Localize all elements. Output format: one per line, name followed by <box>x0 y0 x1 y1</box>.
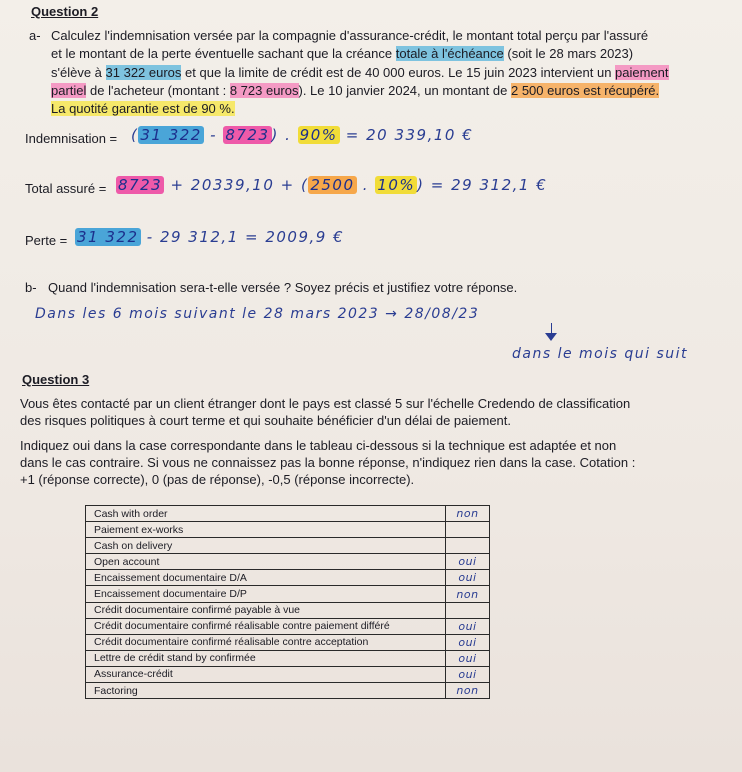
answer-cell[interactable] <box>446 538 490 554</box>
answer-cell[interactable]: non <box>446 586 490 602</box>
table-row <box>86 602 490 618</box>
part-b-answer-date: → 28/08/23 <box>385 306 480 322</box>
highlight-totale: totale à l'échéance <box>395 46 504 61</box>
table-row <box>86 570 490 586</box>
technique-cell: Open account <box>86 554 446 570</box>
highlight-8723: 8 723 euros <box>229 83 299 98</box>
total-assure-calc <box>116 176 547 194</box>
table-row <box>86 538 490 554</box>
perte-calc <box>75 228 344 246</box>
q3-para2-line-1: Indiquez oui dans la case correspondante dans le tableau ci-dessous si la technique est adaptée et non <box>20 438 617 453</box>
indemnisation-calc <box>131 126 473 144</box>
part-a-line-1: Calculez l'indemnisation versée par la compagnie d'assurance-crédit, le montant total perçu par l'assuré <box>51 28 649 43</box>
indem-31322: 31 322 <box>140 126 202 144</box>
total-plus: + 20339,10 + ( <box>164 176 309 194</box>
total-10pct: 10% <box>377 176 416 194</box>
table-row <box>86 522 490 538</box>
answer-cell[interactable] <box>446 522 490 538</box>
table-row <box>86 618 490 634</box>
question-3-heading: Question 3 <box>22 372 90 387</box>
table-row <box>86 506 490 522</box>
part-a-line-2-text: et le montant de la perte éventuelle sachant que la créance <box>51 46 396 61</box>
part-a-line-2 <box>51 45 633 63</box>
perte-result: - 29 312,1 = 2009,9 € <box>140 228 345 246</box>
answer-cell[interactable]: non <box>446 506 490 522</box>
techniques-table <box>85 505 490 699</box>
part-a-line-3 <box>51 64 669 82</box>
answer-cell[interactable]: oui <box>446 554 490 570</box>
highlight-31322: 31 322 euros <box>105 65 182 80</box>
part-b-answer-text: Dans les 6 mois suivant le 28 mars 2023 <box>35 306 380 322</box>
technique-cell: Encaissement documentaire D/A <box>86 570 446 586</box>
total-result: ) = 29 312,1 € <box>417 176 548 194</box>
table-row <box>86 634 490 650</box>
total-times: . <box>356 176 376 194</box>
part-a-line-5 <box>51 100 235 118</box>
question-2-heading: Question 2 <box>31 4 99 19</box>
indem-minus: - <box>203 126 224 144</box>
table-row <box>86 666 490 682</box>
technique-cell: Assurance-crédit <box>86 666 446 682</box>
highlight-partiel: partiel <box>51 83 87 98</box>
total-2500: 2500 <box>310 176 355 194</box>
indem-90pct: 90% <box>299 126 338 144</box>
technique-cell: Encaissement documentaire D/P <box>86 586 446 602</box>
technique-cell: Cash on delivery <box>86 538 446 554</box>
indemnisation-label: Indemnisation = <box>25 131 118 146</box>
part-b-answer-line-1 <box>35 306 479 322</box>
q3-para2-line-2: dans le cas contraire. Si vous ne connaissez pas la bonne réponse, n'indiquez rien dans la case. Cotation : <box>20 455 636 470</box>
answer-cell[interactable]: non <box>446 683 490 699</box>
techniques-table-body <box>86 506 490 699</box>
indem-times: ) . <box>271 126 298 144</box>
part-b-marker: b- <box>25 280 37 295</box>
technique-cell: Crédit documentaire confirmé réalisable contre paiement différé <box>86 618 446 634</box>
part-b-answer-line-2: dans le mois qui suit <box>512 346 689 362</box>
highlight-quotite: La quotité garantie est de 90 %. <box>51 101 235 116</box>
part-a-line-3-text: s'élève à <box>51 65 106 80</box>
perte-31322: 31 322 <box>77 228 139 246</box>
indem-open-paren: ( <box>131 126 139 144</box>
table-row <box>86 683 490 699</box>
arrow-head-icon <box>545 333 557 341</box>
answer-cell[interactable]: oui <box>446 618 490 634</box>
q3-para1-line-2: des risques politiques à court terme et qui souhaite bénéficier d'un délai de paiement. <box>20 413 512 428</box>
technique-cell: Crédit documentaire confirmé payable à vue <box>86 602 446 618</box>
answer-cell[interactable]: oui <box>446 666 490 682</box>
table-row <box>86 650 490 666</box>
total-assure-label: Total assuré = <box>25 181 107 196</box>
technique-cell: Lettre de crédit stand by confirmée <box>86 650 446 666</box>
technique-cell: Cash with order <box>86 506 446 522</box>
part-a-marker: a- <box>29 28 41 43</box>
answer-cell[interactable] <box>446 602 490 618</box>
answer-cell[interactable]: oui <box>446 634 490 650</box>
part-a-line-3-mid: et que la limite de crédit est de 40 000 euros. Le 15 juin 2023 intervient un <box>181 65 616 80</box>
technique-cell: Crédit documentaire confirmé réalisable contre acceptation <box>86 634 446 650</box>
answer-cell[interactable]: oui <box>446 650 490 666</box>
answer-cell[interactable]: oui <box>446 570 490 586</box>
part-a-line-4-mid: ). Le 10 janvier 2024, un montant de <box>298 83 511 98</box>
q3-para2-line-3: +1 (réponse correcte), 0 (pas de réponse), -0,5 (réponse incorrecte). <box>20 472 415 487</box>
technique-cell: Factoring <box>86 683 446 699</box>
perte-label: Perte = <box>25 233 68 248</box>
indem-result: = 20 339,10 € <box>339 126 474 144</box>
technique-cell: Paiement ex-works <box>86 522 446 538</box>
part-a-line-2-end: (soit le 28 mars 2023) <box>503 46 634 61</box>
part-a-line-4 <box>51 82 659 100</box>
part-b-question: Quand l'indemnisation sera-t-elle versée ? Soyez précis et justifiez votre réponse. <box>48 280 518 295</box>
highlight-2500: 2 500 euros est récupéré. <box>510 83 660 98</box>
indem-8723: 8723 <box>225 126 270 144</box>
total-8723: 8723 <box>118 176 163 194</box>
table-row <box>86 586 490 602</box>
highlight-paiement: paiement <box>615 65 669 80</box>
part-a-line-4-text: de l'acheteur (montant : <box>86 83 230 98</box>
table-row <box>86 554 490 570</box>
q3-para1-line-1: Vous êtes contacté par un client étranger dont le pays est classé 5 sur l'échelle Credendo de classification <box>20 396 631 411</box>
